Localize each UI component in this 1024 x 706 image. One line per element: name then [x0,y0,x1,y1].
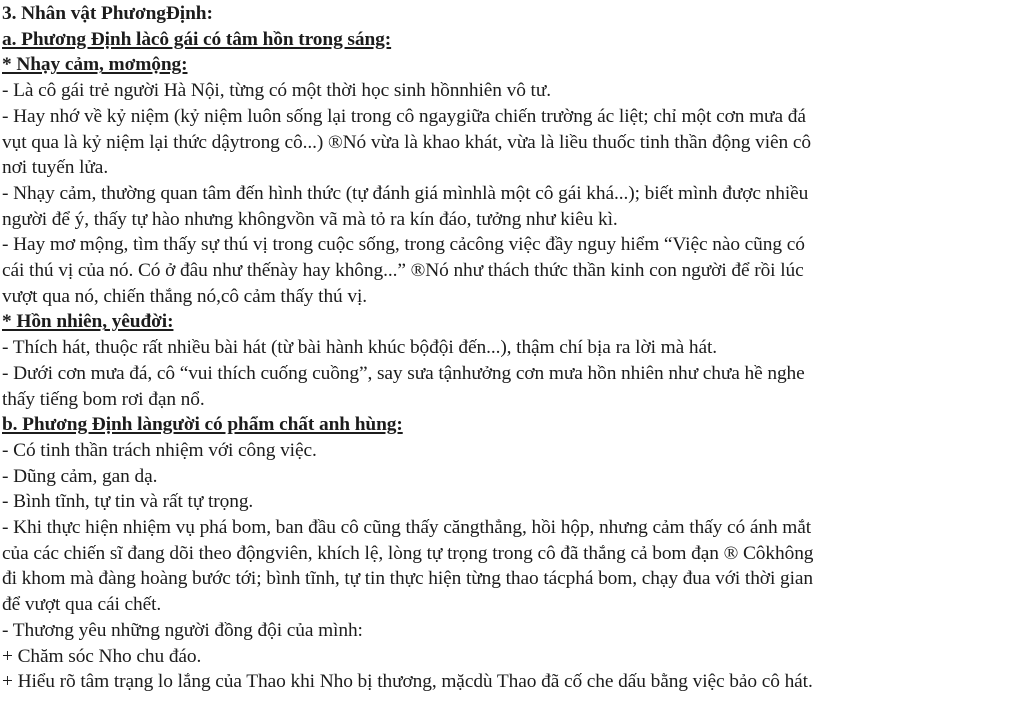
paragraph-line: - Dưới cơn mưa đá, cô “vui thích cuống cuồng”, say sưa tậnhưởng cơn mưa hồn nhiên như chưa hề nghe [2,362,805,384]
paragraph-line: - Bình tĩnh, tự tin và rất tự trọng. [2,491,254,513]
paragraph-line: - Thương yêu những người đồng đội của mình: [2,619,363,641]
document-body [2,1,1020,695]
paragraph-line: + Hiểu rõ tâm trạng lo lắng của Thao khi Nho bị thương, mặcdù Thao đã cố che dấu bằng việc bảo cô hát. [2,671,813,693]
paragraph-line: - Là cô gái trẻ người Hà Nội, từng có một thời học sinh hồnnhiên vô tư. [2,80,551,102]
paragraph-line: - Dũng cảm, gan dạ. [2,465,158,487]
paragraph-line: - Hay mơ mộng, tìm thấy sự thú vị trong cuộc sống, trong cảcông việc đầy nguy hiểm “Việc nào cũng có [2,234,805,256]
paragraph-line: đi khom mà đàng hoàng bước tới; bình tĩnh, tự tin thực hiện từng thao tácphá bom, chạy đua với thời gian [2,568,813,590]
paragraph-line: - Nhạy cảm, thường quan tâm đến hình thức (tự đánh giá mìnhlà một cô gái khá...); biết mình được nhiều [2,182,809,204]
paragraph-line: nơi tuyến lửa. [2,157,109,179]
paragraph-line: của các chiến sĩ đang dõi theo độngviên, khích lệ, lòng tự trọng trong cô đã thắng cả bom đạn ® Côkhông [2,542,814,564]
paragraph-line: thấy tiếng bom rơi đạn nổ. [2,388,205,410]
paragraph-line: - Khi thực hiện nhiệm vụ phá bom, ban đầu cô cũng thấy căngthẳng, hồi hộp, nhưng cảm thấy có ánh mắt [2,517,812,539]
subsection-a-title: a. Phương Định làcô gái có tâm hồn trong sáng: [2,28,392,50]
paragraph-line: - Có tinh thần trách nhiệm với công việc. [2,439,317,461]
paragraph-line: vụt qua là kỷ niệm lại thức dậytrong cô...) ®Nó vừa là khao khát, vừa là liều thuốc tinh thần động viên cô [2,131,811,153]
paragraph-line: để vượt qua cái chết. [2,594,162,616]
paragraph-line: cái thú vị của nó. Có ở đâu như thếnày hay không...” ®Nó như thách thức thần kinh con người để rồi lúc [2,260,804,282]
paragraph-line: - Hay nhớ về kỷ niệm (kỷ niệm luôn sống lại trong cô ngaygiữa chiến trường ác liệt; chỉ một cơn mưa đá [2,105,806,127]
paragraph-line: - Thích hát, thuộc rất nhiều bài hát (từ bài hành khúc bộđội đến...), thậm chí bịa ra lời mà hát. [2,337,718,359]
paragraph-line: vượt qua nó, chiến thắng nó,cô cảm thấy thú vị. [2,285,368,307]
trait-sensitive-title: * Nhạy cảm, mơmộng: [2,54,188,76]
subsection-b-title: b. Phương Định làngười có phẩm chất anh hùng: [2,414,403,436]
paragraph-line: + Chăm sóc Nho chu đáo. [2,645,202,667]
section-title: 3. Nhân vật PhươngĐịnh: [2,3,213,24]
paragraph-line: người để ý, thấy tự hào nhưng khôngvồn vã mà tỏ ra kín đáo, tưởng như kiêu kì. [2,208,618,230]
trait-innocent-title: * Hồn nhiên, yêuđời: [2,311,174,333]
